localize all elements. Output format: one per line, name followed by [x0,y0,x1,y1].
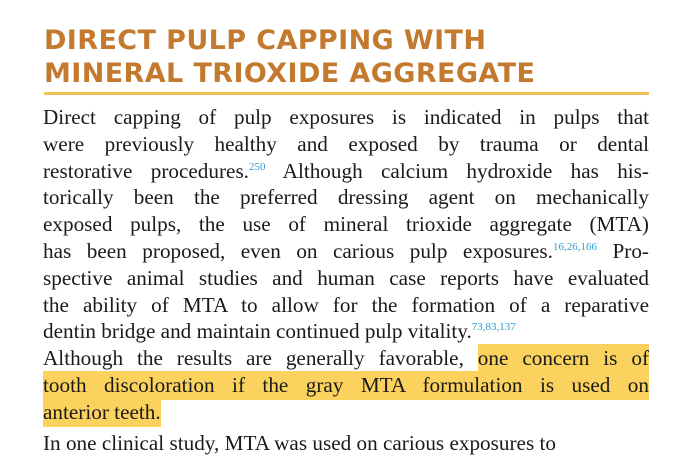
citation-ref[interactable]: 73,83,137 [471,321,516,334]
highlighted-text: tooth discoloration if the gray MTA formulation is used on [43,371,649,400]
paragraph-line: Direct capping of pulp exposures is indicated in pulps that [43,105,649,129]
highlighted-text: one concern is of [478,344,649,373]
highlighted-text: anterior teeth. [43,398,161,427]
paragraph-line: torically been the preferred dressing agent on mechanically [43,185,649,210]
paragraph-line: exposed pulps, the use of mineral trioxide aggregate (MTA) [43,212,649,237]
paragraph-text: dentin bridge and maintain continued pulp vitality. [43,319,472,344]
paragraph-line [43,238,649,265]
section-heading [44,24,535,90]
paragraph-line [43,318,649,345]
citation-ref[interactable]: 250 [248,160,266,173]
citation-ref[interactable]: 16,26,166 [552,240,597,253]
paragraph-line: the ability of MTA to allow for the formation of a reparative [43,292,649,317]
paragraph-line [43,345,649,372]
heading-line-2: MINERAL TRIOXIDE AGGREGATE [44,58,536,89]
paragraph-text: Although calcium hydroxide has his- [265,158,649,183]
paragraph-text: restorative procedures. [43,158,249,183]
paragraph-line: were previously healthy and exposed by trauma or dental [43,131,649,156]
paragraph-text: has been proposed, even on carious pulp exposures. [43,238,553,263]
paragraph-line: spective animal studies and human case reports have evaluated [43,265,649,290]
paragraph-text: Although the results are generally favorable, [43,346,478,371]
paragraph-text: Pro- [596,238,649,263]
heading-underline [44,92,649,95]
paragraph-line [43,399,649,426]
paragraph-line [43,372,649,399]
heading-line-1: DIRECT PULP CAPPING WITH [44,25,487,56]
body-paragraph [43,104,649,426]
paragraph-line [43,158,649,185]
next-paragraph-partial: In one clinical study, MTA was used on carious exposures to [43,431,556,455]
